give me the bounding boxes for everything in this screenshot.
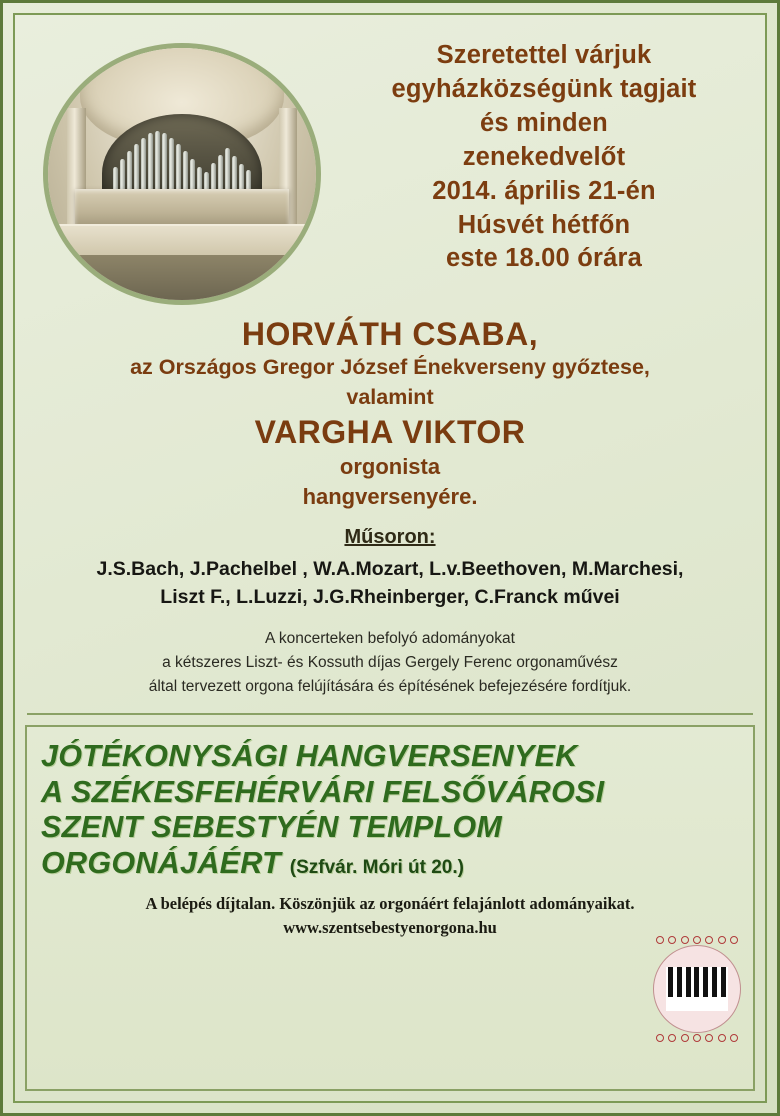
campaign-title-line-3: SZENT SEBESTYÉN TEMPLOM bbox=[41, 810, 503, 845]
headline-line-3: és minden bbox=[480, 108, 608, 137]
campaign-title-line-1: JÓTÉKONYSÁGI HANGVERSENYEK bbox=[41, 739, 578, 774]
donation-note-line-2: a kétszeres Liszt- és Kossuth díjas Gergely Ferenc orgonaművész bbox=[162, 654, 618, 672]
top-section bbox=[15, 15, 765, 305]
campaign-footer bbox=[41, 892, 739, 940]
venue-address: (Szfvár. Móri út 20.) bbox=[289, 857, 464, 879]
concert-closing-word: hangversenyére. bbox=[302, 483, 478, 509]
donation-note-line-1: A koncerteken befolyó adományokat bbox=[265, 630, 515, 648]
logo-dots-bottom bbox=[654, 1034, 740, 1042]
church-floor-icon bbox=[48, 255, 316, 300]
donation-note bbox=[15, 627, 765, 699]
campaign-title bbox=[41, 739, 739, 882]
headline-line-7: este 18.00 órára bbox=[445, 244, 642, 273]
performer-connector: valamint bbox=[346, 384, 434, 409]
campaign-block bbox=[25, 725, 755, 1091]
campaign-title-line-4: ORGONÁJÁÉRT bbox=[41, 846, 281, 881]
program-line-1: J.S.Bach, J.Pachelbel , W.A.Mozart, L.v.Beethoven, M.Marchesi, bbox=[96, 557, 684, 580]
free-entry-text: A belépés díjtalan. Köszönjük az orgonáért felajánlott adományaikat. bbox=[145, 893, 635, 913]
performer-primary-credential: az Országos Gregor József Énekverseny győztese, bbox=[130, 355, 650, 380]
headline-line-4: zenekedvelőt bbox=[462, 142, 626, 171]
campaign-title-line-2: A SZÉKESFEHÉRVÁRI FELSŐVÁROSI bbox=[41, 774, 605, 809]
performers-section bbox=[15, 315, 765, 512]
photo-container bbox=[27, 25, 337, 305]
headline-container bbox=[337, 25, 753, 305]
donation-note-line-3: által tervezett orgona felújítására és építésének befejezésére fordítjuk. bbox=[148, 678, 632, 696]
performer-secondary-role: orgonista bbox=[339, 454, 441, 480]
invitation-headline bbox=[341, 39, 747, 276]
program-section bbox=[15, 526, 765, 612]
logo-dots-top bbox=[654, 936, 740, 944]
performer-name-secondary: VARGHA VIKTOR bbox=[254, 414, 526, 451]
organ-case-icon bbox=[75, 189, 289, 229]
performer-name-primary: HORVÁTH CSABA, bbox=[241, 316, 539, 352]
headline-line-1: Szeretettel várjuk bbox=[436, 41, 652, 69]
piano-keys-icon bbox=[666, 967, 728, 1011]
website-link[interactable]: www.szentsebestyenorgona.hu bbox=[283, 917, 497, 937]
poster-inner-frame bbox=[13, 13, 767, 1103]
headline-line-5: 2014. április 21-én bbox=[432, 176, 656, 205]
headline-line-6: Húsvét hétfőn bbox=[457, 210, 631, 239]
organ-keys-logo bbox=[653, 945, 741, 1033]
church-organ-photo bbox=[43, 43, 321, 305]
campaign-title-line-4-row bbox=[41, 846, 739, 882]
balcony-railing-icon bbox=[59, 224, 306, 258]
headline-line-2: egyházközségünk tagjait bbox=[391, 74, 697, 103]
program-line-2: Liszt F., L.Luzzi, J.G.Rheinberger, C.Franck művei bbox=[160, 585, 620, 608]
program-title: Műsoron: bbox=[344, 525, 436, 548]
section-divider bbox=[27, 713, 753, 715]
organ-pipes-icon bbox=[112, 131, 251, 197]
